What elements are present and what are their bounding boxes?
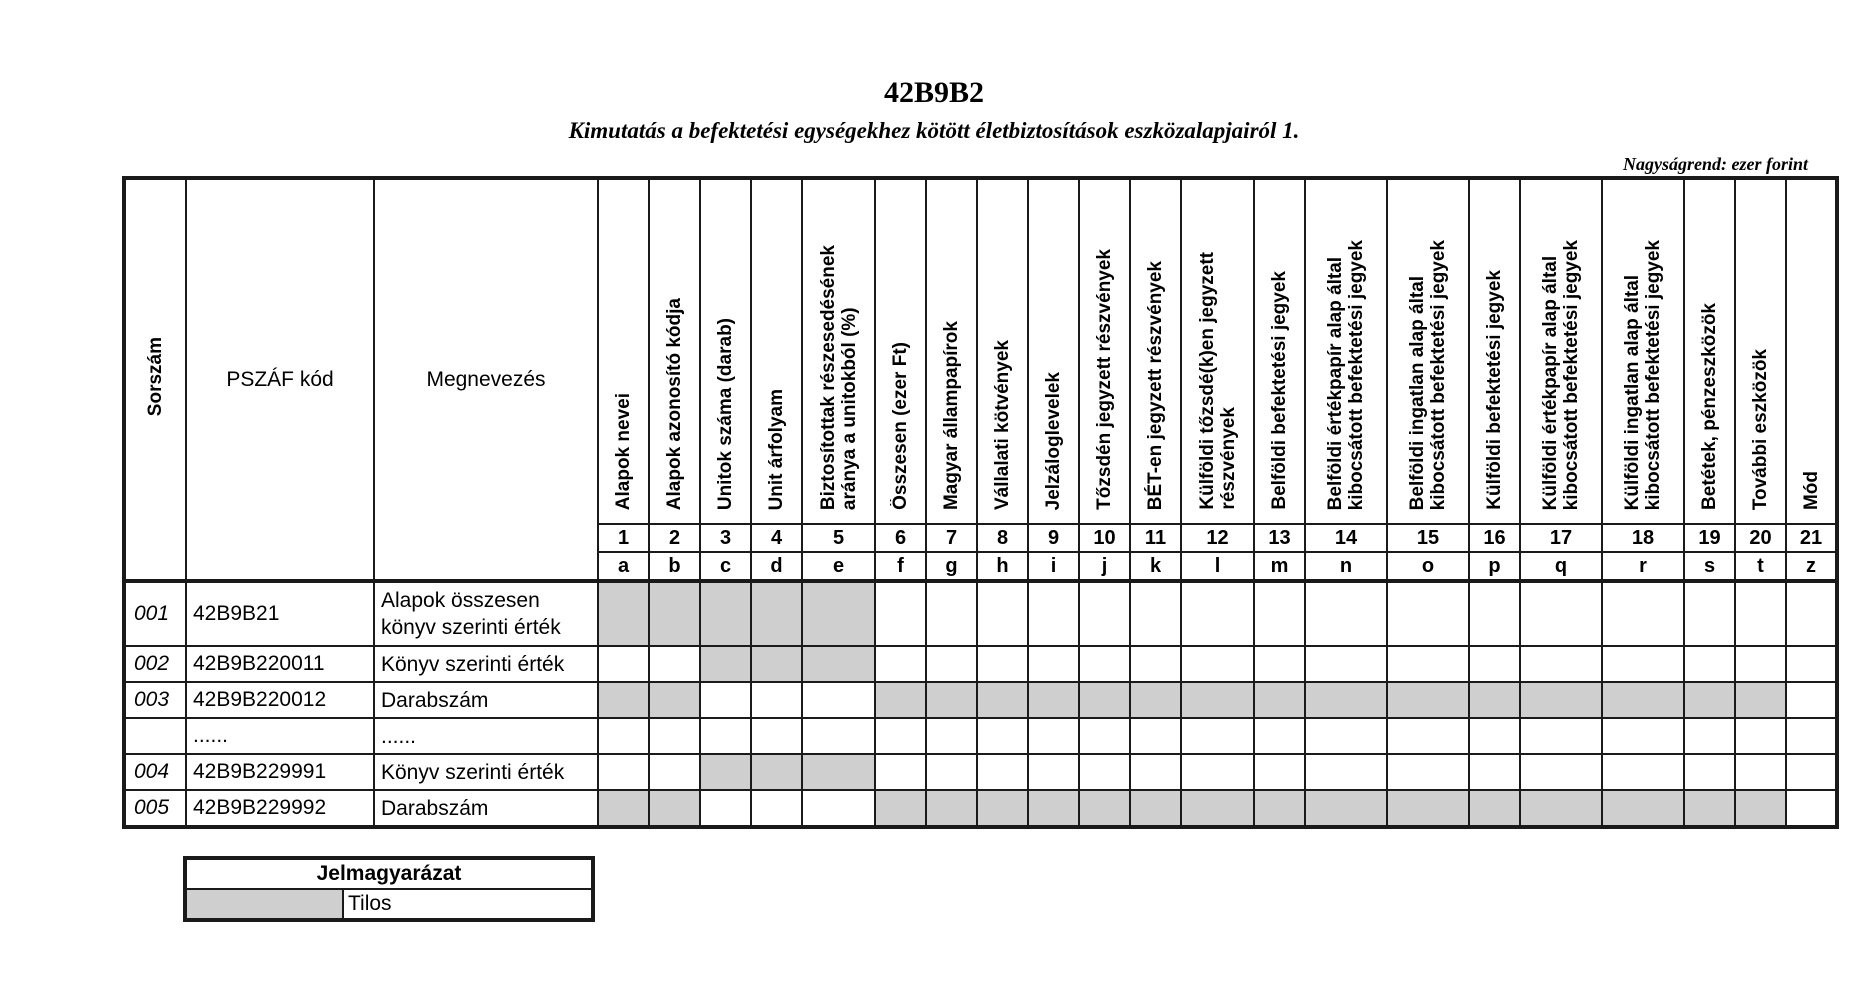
legend-swatch	[185, 889, 343, 920]
data-cell	[1786, 754, 1837, 790]
column-letter: h	[977, 552, 1028, 581]
data-cell	[1602, 646, 1684, 682]
column-letter: r	[1602, 552, 1684, 581]
data-cell	[1684, 754, 1735, 790]
data-cell	[1305, 646, 1387, 682]
prohibited-cell	[1079, 682, 1130, 718]
data-cell	[1181, 754, 1254, 790]
prohibited-cell	[649, 790, 700, 827]
column-letter: m	[1254, 552, 1305, 581]
column-label: Mód	[1800, 470, 1822, 510]
data-cell	[977, 718, 1028, 754]
prohibited-cell	[1684, 682, 1735, 718]
prohibited-cell	[875, 790, 926, 827]
page-subtitle: Kimutatás a befektetési egységekhez kötött életbiztosítások eszközalapjairól 1.	[568, 118, 1300, 143]
row-name: Darabszám	[374, 790, 598, 827]
column-header	[598, 178, 649, 524]
column-label: Tőzsdén jegyzett részvények	[1094, 249, 1115, 510]
column-label: BÉT-en jegyzett részvények	[1145, 260, 1166, 510]
data-cell	[875, 646, 926, 682]
data-cell	[1079, 581, 1130, 646]
data-cell	[1130, 754, 1181, 790]
column-header	[1469, 178, 1520, 524]
data-cell	[700, 790, 751, 827]
legend-label: Tilos	[343, 889, 593, 920]
column-label: Alapok azonosító kódja	[664, 297, 685, 510]
column-letter: p	[1469, 552, 1520, 581]
column-header	[1602, 178, 1684, 524]
column-letter: q	[1520, 552, 1602, 581]
column-letter: j	[1079, 552, 1130, 581]
data-cell	[649, 718, 700, 754]
column-label: Külföldi ingatlan alap által kibocsátott befektetési jegyek	[1622, 239, 1664, 510]
table-row	[124, 790, 1837, 827]
prohibited-cell	[700, 754, 751, 790]
row-serial: 004	[124, 754, 186, 790]
data-cell	[1028, 581, 1079, 646]
column-label: Biztosítottak részesedésének aránya a unitokból (%)	[817, 244, 860, 510]
data-cell	[598, 718, 649, 754]
data-cell	[1735, 754, 1786, 790]
column-label: Külföldi értékpapír alap által kibocsátott befektetési jegyek	[1540, 239, 1582, 510]
data-cell	[1028, 754, 1079, 790]
prohibited-cell	[802, 754, 875, 790]
data-cell	[977, 646, 1028, 682]
row-pszaf-code: 42B9B229991	[186, 754, 374, 790]
data-cell	[1786, 790, 1837, 827]
column-number: 14	[1305, 524, 1387, 552]
column-number: 7	[926, 524, 977, 552]
header-sorszam-label: Sorszám	[145, 336, 166, 417]
column-header	[1520, 178, 1602, 524]
data-cell	[1684, 718, 1735, 754]
data-cell	[649, 754, 700, 790]
data-cell	[1469, 646, 1520, 682]
column-header	[802, 178, 875, 524]
data-cell	[1684, 581, 1735, 646]
data-cell	[1079, 718, 1130, 754]
column-number: 3	[700, 524, 751, 552]
column-letter: s	[1684, 552, 1735, 581]
prohibited-cell	[751, 646, 802, 682]
data-cell	[1130, 718, 1181, 754]
prohibited-cell	[751, 581, 802, 646]
data-cell	[926, 646, 977, 682]
data-cell	[1254, 646, 1305, 682]
data-cell	[1387, 754, 1469, 790]
prohibited-cell	[1254, 682, 1305, 718]
data-cell	[1387, 718, 1469, 754]
data-cell	[977, 754, 1028, 790]
column-letter: e	[802, 552, 875, 581]
column-header	[926, 178, 977, 524]
data-cell	[926, 754, 977, 790]
column-number: 17	[1520, 524, 1602, 552]
column-letter: l	[1181, 552, 1254, 581]
prohibited-cell	[1387, 790, 1469, 827]
row-serial: 001	[124, 581, 186, 646]
data-cell	[700, 682, 751, 718]
header-sorszam	[124, 178, 186, 581]
column-letter: n	[1305, 552, 1387, 581]
prohibited-cell	[1130, 682, 1181, 718]
data-cell	[1520, 581, 1602, 646]
column-letter: o	[1387, 552, 1469, 581]
data-cell	[875, 754, 926, 790]
row-name: Könyv szerinti érték	[374, 754, 598, 790]
table-row	[124, 682, 1837, 718]
column-number: 15	[1387, 524, 1469, 552]
data-cell	[1684, 646, 1735, 682]
data-cell	[802, 718, 875, 754]
table-row	[124, 718, 1837, 754]
data-cell	[1387, 646, 1469, 682]
column-header	[700, 178, 751, 524]
prohibited-cell	[1028, 682, 1079, 718]
row-pszaf-code: 42B9B220011	[186, 646, 374, 682]
column-label: További eszközök	[1750, 348, 1771, 510]
data-cell	[1786, 646, 1837, 682]
prohibited-cell	[1387, 682, 1469, 718]
row-pszaf-code: 42B9B21	[186, 581, 374, 646]
prohibited-cell	[1735, 790, 1786, 827]
prohibited-cell	[649, 581, 700, 646]
data-cell	[1254, 718, 1305, 754]
data-cell	[700, 718, 751, 754]
column-header	[1305, 178, 1387, 524]
column-number: 10	[1079, 524, 1130, 552]
data-cell	[598, 646, 649, 682]
prohibited-cell	[1469, 682, 1520, 718]
prohibited-cell	[802, 581, 875, 646]
column-number: 19	[1684, 524, 1735, 552]
data-cell	[1305, 754, 1387, 790]
data-cell	[1469, 718, 1520, 754]
legend-table	[183, 856, 595, 922]
prohibited-cell	[1079, 790, 1130, 827]
data-cell	[875, 581, 926, 646]
data-cell	[1469, 581, 1520, 646]
data-cell	[1130, 646, 1181, 682]
row-name: ......	[374, 718, 598, 754]
prohibited-cell	[1735, 682, 1786, 718]
data-cell	[1079, 646, 1130, 682]
prohibited-cell	[598, 581, 649, 646]
column-label: Unitok száma (darab)	[715, 317, 736, 510]
data-cell	[1602, 754, 1684, 790]
row-serial: 003	[124, 682, 186, 718]
data-cell	[1079, 754, 1130, 790]
prohibited-cell	[977, 682, 1028, 718]
data-cell	[1786, 718, 1837, 754]
prohibited-cell	[875, 682, 926, 718]
magnitude-note: Nagyságrend: ezer forint	[1623, 154, 1808, 174]
column-number: 20	[1735, 524, 1786, 552]
column-letter: g	[926, 552, 977, 581]
prohibited-cell	[1602, 790, 1684, 827]
column-number: 2	[649, 524, 700, 552]
column-header	[1028, 178, 1079, 524]
data-cell	[1735, 581, 1786, 646]
column-number: 5	[802, 524, 875, 552]
data-cell	[1254, 581, 1305, 646]
column-header	[1387, 178, 1469, 524]
data-cell	[751, 718, 802, 754]
table-row	[124, 581, 1837, 646]
prohibited-cell	[1684, 790, 1735, 827]
data-cell	[1181, 646, 1254, 682]
row-pszaf-code: ......	[186, 718, 374, 754]
prohibited-cell	[802, 646, 875, 682]
prohibited-cell	[1602, 682, 1684, 718]
data-cell	[1520, 718, 1602, 754]
data-cell	[1254, 754, 1305, 790]
data-cell	[802, 790, 875, 827]
data-cell	[926, 581, 977, 646]
column-letter: k	[1130, 552, 1181, 581]
row-name: Darabszám	[374, 682, 598, 718]
column-header	[1254, 178, 1305, 524]
data-cell	[1735, 718, 1786, 754]
column-letter: a	[598, 552, 649, 581]
data-cell	[1028, 646, 1079, 682]
column-label: Vállalati kötvények	[992, 339, 1013, 510]
data-cell	[1305, 581, 1387, 646]
column-number: 9	[1028, 524, 1079, 552]
column-label: Alapok nevei	[613, 392, 634, 510]
data-cell	[1520, 754, 1602, 790]
prohibited-cell	[1028, 790, 1079, 827]
prohibited-cell	[751, 754, 802, 790]
column-number: 13	[1254, 524, 1305, 552]
row-serial	[124, 718, 186, 754]
column-label: Jelzáloglevelek	[1043, 371, 1064, 510]
data-cell	[1181, 718, 1254, 754]
column-label: Belföldi ingatlan alap által kibocsátott befektetési jegyek	[1407, 239, 1449, 510]
header-pszaf-kod: PSZÁF kód	[186, 178, 374, 581]
column-label: Belföldi értékpapír alap által kibocsátott befektetési jegyek	[1325, 239, 1367, 510]
prohibited-cell	[926, 682, 977, 718]
data-cell	[598, 754, 649, 790]
column-label: Belföldi befektetési jegyek	[1269, 271, 1290, 510]
column-header	[1735, 178, 1786, 524]
data-cell	[1735, 646, 1786, 682]
data-cell	[1181, 581, 1254, 646]
prohibited-cell	[977, 790, 1028, 827]
column-number: 11	[1130, 524, 1181, 552]
data-cell	[1602, 718, 1684, 754]
table-row	[124, 754, 1837, 790]
column-header	[1684, 178, 1735, 524]
column-number: 6	[875, 524, 926, 552]
prohibited-cell	[598, 790, 649, 827]
data-cell	[1130, 581, 1181, 646]
column-header	[875, 178, 926, 524]
column-header	[1181, 178, 1254, 524]
column-number: 16	[1469, 524, 1520, 552]
data-cell	[1387, 581, 1469, 646]
column-number: 12	[1181, 524, 1254, 552]
row-name: Alapok összesen könyv szerinti érték	[374, 581, 598, 646]
column-number: 8	[977, 524, 1028, 552]
row-pszaf-code: 42B9B220012	[186, 682, 374, 718]
header-megnevezes: Megnevezés	[374, 178, 598, 581]
column-header	[751, 178, 802, 524]
prohibited-cell	[649, 682, 700, 718]
table-row	[124, 646, 1837, 682]
row-pszaf-code: 42B9B229992	[186, 790, 374, 827]
column-label: Unit árfolyam	[766, 388, 787, 510]
column-number: 4	[751, 524, 802, 552]
column-header	[1786, 178, 1837, 524]
column-header	[649, 178, 700, 524]
data-cell	[751, 790, 802, 827]
column-number: 18	[1602, 524, 1684, 552]
prohibited-cell	[1520, 790, 1602, 827]
prohibited-cell	[1469, 790, 1520, 827]
legend-title: Jelmagyarázat	[185, 858, 593, 889]
column-label: Betétek, pénzeszközök	[1699, 303, 1720, 510]
prohibited-cell	[598, 682, 649, 718]
column-letter: z	[1786, 552, 1837, 581]
data-cell	[1028, 718, 1079, 754]
column-header	[1130, 178, 1181, 524]
data-cell	[1469, 754, 1520, 790]
data-cell	[1786, 682, 1837, 718]
asset-fund-table	[122, 176, 1839, 829]
data-cell	[1305, 718, 1387, 754]
prohibited-cell	[700, 646, 751, 682]
column-header	[977, 178, 1028, 524]
prohibited-cell	[926, 790, 977, 827]
data-cell	[649, 646, 700, 682]
data-cell	[875, 718, 926, 754]
column-label: Külföldi tőzsdé(k)en jegyzett részvények	[1196, 252, 1239, 510]
column-header	[1079, 178, 1130, 524]
prohibited-cell	[1254, 790, 1305, 827]
column-letter: b	[649, 552, 700, 581]
column-letter: i	[1028, 552, 1079, 581]
column-number: 21	[1786, 524, 1837, 552]
data-cell	[1786, 581, 1837, 646]
row-serial: 005	[124, 790, 186, 827]
row-serial: 002	[124, 646, 186, 682]
prohibited-cell	[1305, 682, 1387, 718]
column-number: 1	[598, 524, 649, 552]
prohibited-cell	[1181, 682, 1254, 718]
data-cell	[926, 718, 977, 754]
data-cell	[1520, 646, 1602, 682]
prohibited-cell	[1130, 790, 1181, 827]
prohibited-cell	[700, 581, 751, 646]
column-label: Magyar állampapírok	[941, 320, 962, 510]
prohibited-cell	[1520, 682, 1602, 718]
page-title: 42B9B2	[883, 76, 985, 109]
prohibited-cell	[1305, 790, 1387, 827]
column-label: Összesen (ezer Ft)	[890, 342, 911, 510]
column-letter: d	[751, 552, 802, 581]
column-label: Külföldi befektetési jegyek	[1484, 270, 1505, 510]
row-name: Könyv szerinti érték	[374, 646, 598, 682]
column-letter: f	[875, 552, 926, 581]
data-cell	[751, 682, 802, 718]
data-cell	[1602, 581, 1684, 646]
prohibited-cell	[1181, 790, 1254, 827]
column-letter: t	[1735, 552, 1786, 581]
data-cell	[977, 581, 1028, 646]
data-cell	[802, 682, 875, 718]
column-letter: c	[700, 552, 751, 581]
